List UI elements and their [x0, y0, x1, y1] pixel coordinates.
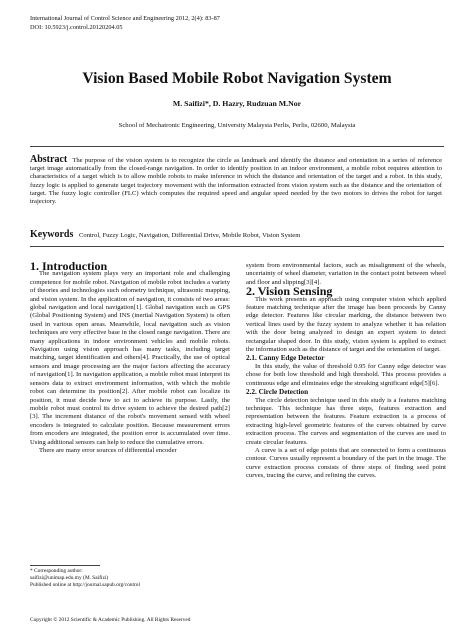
abstract-block: [30, 156, 442, 206]
footnote-corresponding: * Corresponding author:: [30, 568, 83, 574]
circle-paragraph-1: The circle detection technique used in this study is a features matching technique. This technique has three steps, features extraction and representation between the features. Feature extraction is a process of extracting high-level geometric features of the curves obtained by curve extraction process. The curves and segmentation of the curves are used to create circular features.: [246, 396, 446, 446]
divider-top: [30, 146, 444, 147]
footnote-email: saifizi@unimap.edu.my (M. Saifizi): [30, 575, 109, 582]
intro-paragraph-2: There are many error sources of differential encoder: [39, 446, 177, 454]
journal-header: [30, 15, 220, 32]
subsection-heading-circle: 2.2. Circle Detection: [246, 388, 309, 397]
divider-bottom: [30, 246, 444, 247]
intro-continuation: system from environmental factors, such as misalignment of the wheels, uncertainty of wheel diameter, variation in the contact point between wheel and floor and slipping[3][4].: [246, 262, 446, 286]
section-heading-vision-sensing: 2. Vision Sensing: [246, 284, 333, 299]
abstract-heading: Abstract: [30, 154, 68, 165]
subsection-heading-canny: 2.1. Canny Edge Detector: [246, 354, 325, 363]
intro-paragraph-1: The navigation system plays very an important role and challenging competence for mobile robot. Navigation of mobile robot includes a variety of theories and technologies such odometry technique, ultrasonic mapping, and vision system. In the application of navigation, it consists of two areas: global navigation and local navigation[1]. Global navigation such as GPS (Global Positioning System) and INS (inertial Navigation System) is often used in various open areas. Meanwhile, local navigation such as vision techniques are very effective base in the closed range navigation. There are many applications in indoor environment vehicles and mobile robots. Navigation using vision approach has many tasks, including target matching, target identification and others[4]. Practically, the use of optical sensors and image processing are the major factors affecting the accuracy of navigation[1]. In navigation application, a mobile robot must interpret its sensors data to extract environment information, with which the mobile robot can determine its position[2]. After mobile robot can localize its position, it must decide how to act to achieve its purpose. Lastly, the mobile robot must control its drive system to achieve the desired path[2][3]. The increment distance of the robot's movement sensed with wheel encoders is integrated to calculate position. Because measurement errors from encoders are integrated, the position error is accumulated over time. Using additional sensors can help to reduce the cumulative errors.: [30, 270, 230, 446]
abstract-text: The purpose of the vision system is to recognize the circle as landmark and identify the distance and orientation in a series of reference target image automatically from the closed-range navigation. In order to identify position in an indoor environment, a mobile robot requires attention to characteristics of a target which is to allow mobile robots to make inference in which the distance and orientation of the target and a robot. In this study, fuzzy logic is applied to generate target trajectory movement with the information extracted from vision system such as the distance and the orientation of target. The fuzzy logic controller (FLC) which computes the required speed and angular speed needed by the two motors to drives the robot for target trajectory.: [30, 157, 442, 206]
paper-affiliation: School of Mechatronic Engineering, University Malaysia Perlis, Perlis, 02600, Malaysia: [118, 122, 356, 129]
footnote-published: Published online at http://journal.sapub.org/control: [30, 582, 140, 589]
journal-doi: DOI: 10.5923/j.control.20120204.05: [30, 23, 123, 31]
keywords-heading: Keywords: [30, 229, 74, 240]
paper-authors: M. Saifizi*, D. Hazry, Rudzuan M.Nor: [172, 99, 302, 108]
journal-citation: International Journal of Control Science and Engineering 2012, 2(4): 83-87: [30, 15, 220, 22]
keywords-text: Control, Fuzzy Logic, Navigation, Differential Drive, Mobile Robot, Vision System: [79, 232, 301, 239]
circle-paragraph-2: A curve is a set of edge points that are connected to form a continuous contour. Curves usually represent a boundary of the part in the image. The curve extraction process consists of three steps of finding seed point curves, tracing the curve, and refining the curves.: [246, 446, 446, 480]
footnote-divider: [30, 565, 100, 566]
paper-title: Vision Based Mobile Robot Navigation System: [82, 70, 392, 87]
left-column: [30, 259, 230, 455]
right-column: [246, 262, 446, 481]
vision-paragraph-1: This work presents an approach using computer vision which applied feature matching technique after the image has been proceeds by Canny edge detector. Features like circular marking, the distance between two vertical lines used by the fuzzy system to analyze whether it has relation with the door being analyzed to design an expert system to detect rectangular shaped door. In this study, vision system is applied to extract the information such as the distance of target and the orientation of target.: [246, 295, 446, 354]
canny-paragraph: In this study, the value of threshold 0.95 for Canny edge detector was chose for both low threshold and high threshold. This process provides a continuous edge and eliminates edge the streaking significant edge[5][6].: [246, 362, 446, 387]
footnote-block: [30, 568, 235, 590]
keywords-block: [30, 230, 444, 240]
copyright-line: Copyright © 2012 Scientific & Academic Publishing. All Rights Reserved: [30, 617, 191, 623]
section-heading-introduction: 1. Introduction: [30, 259, 108, 273]
